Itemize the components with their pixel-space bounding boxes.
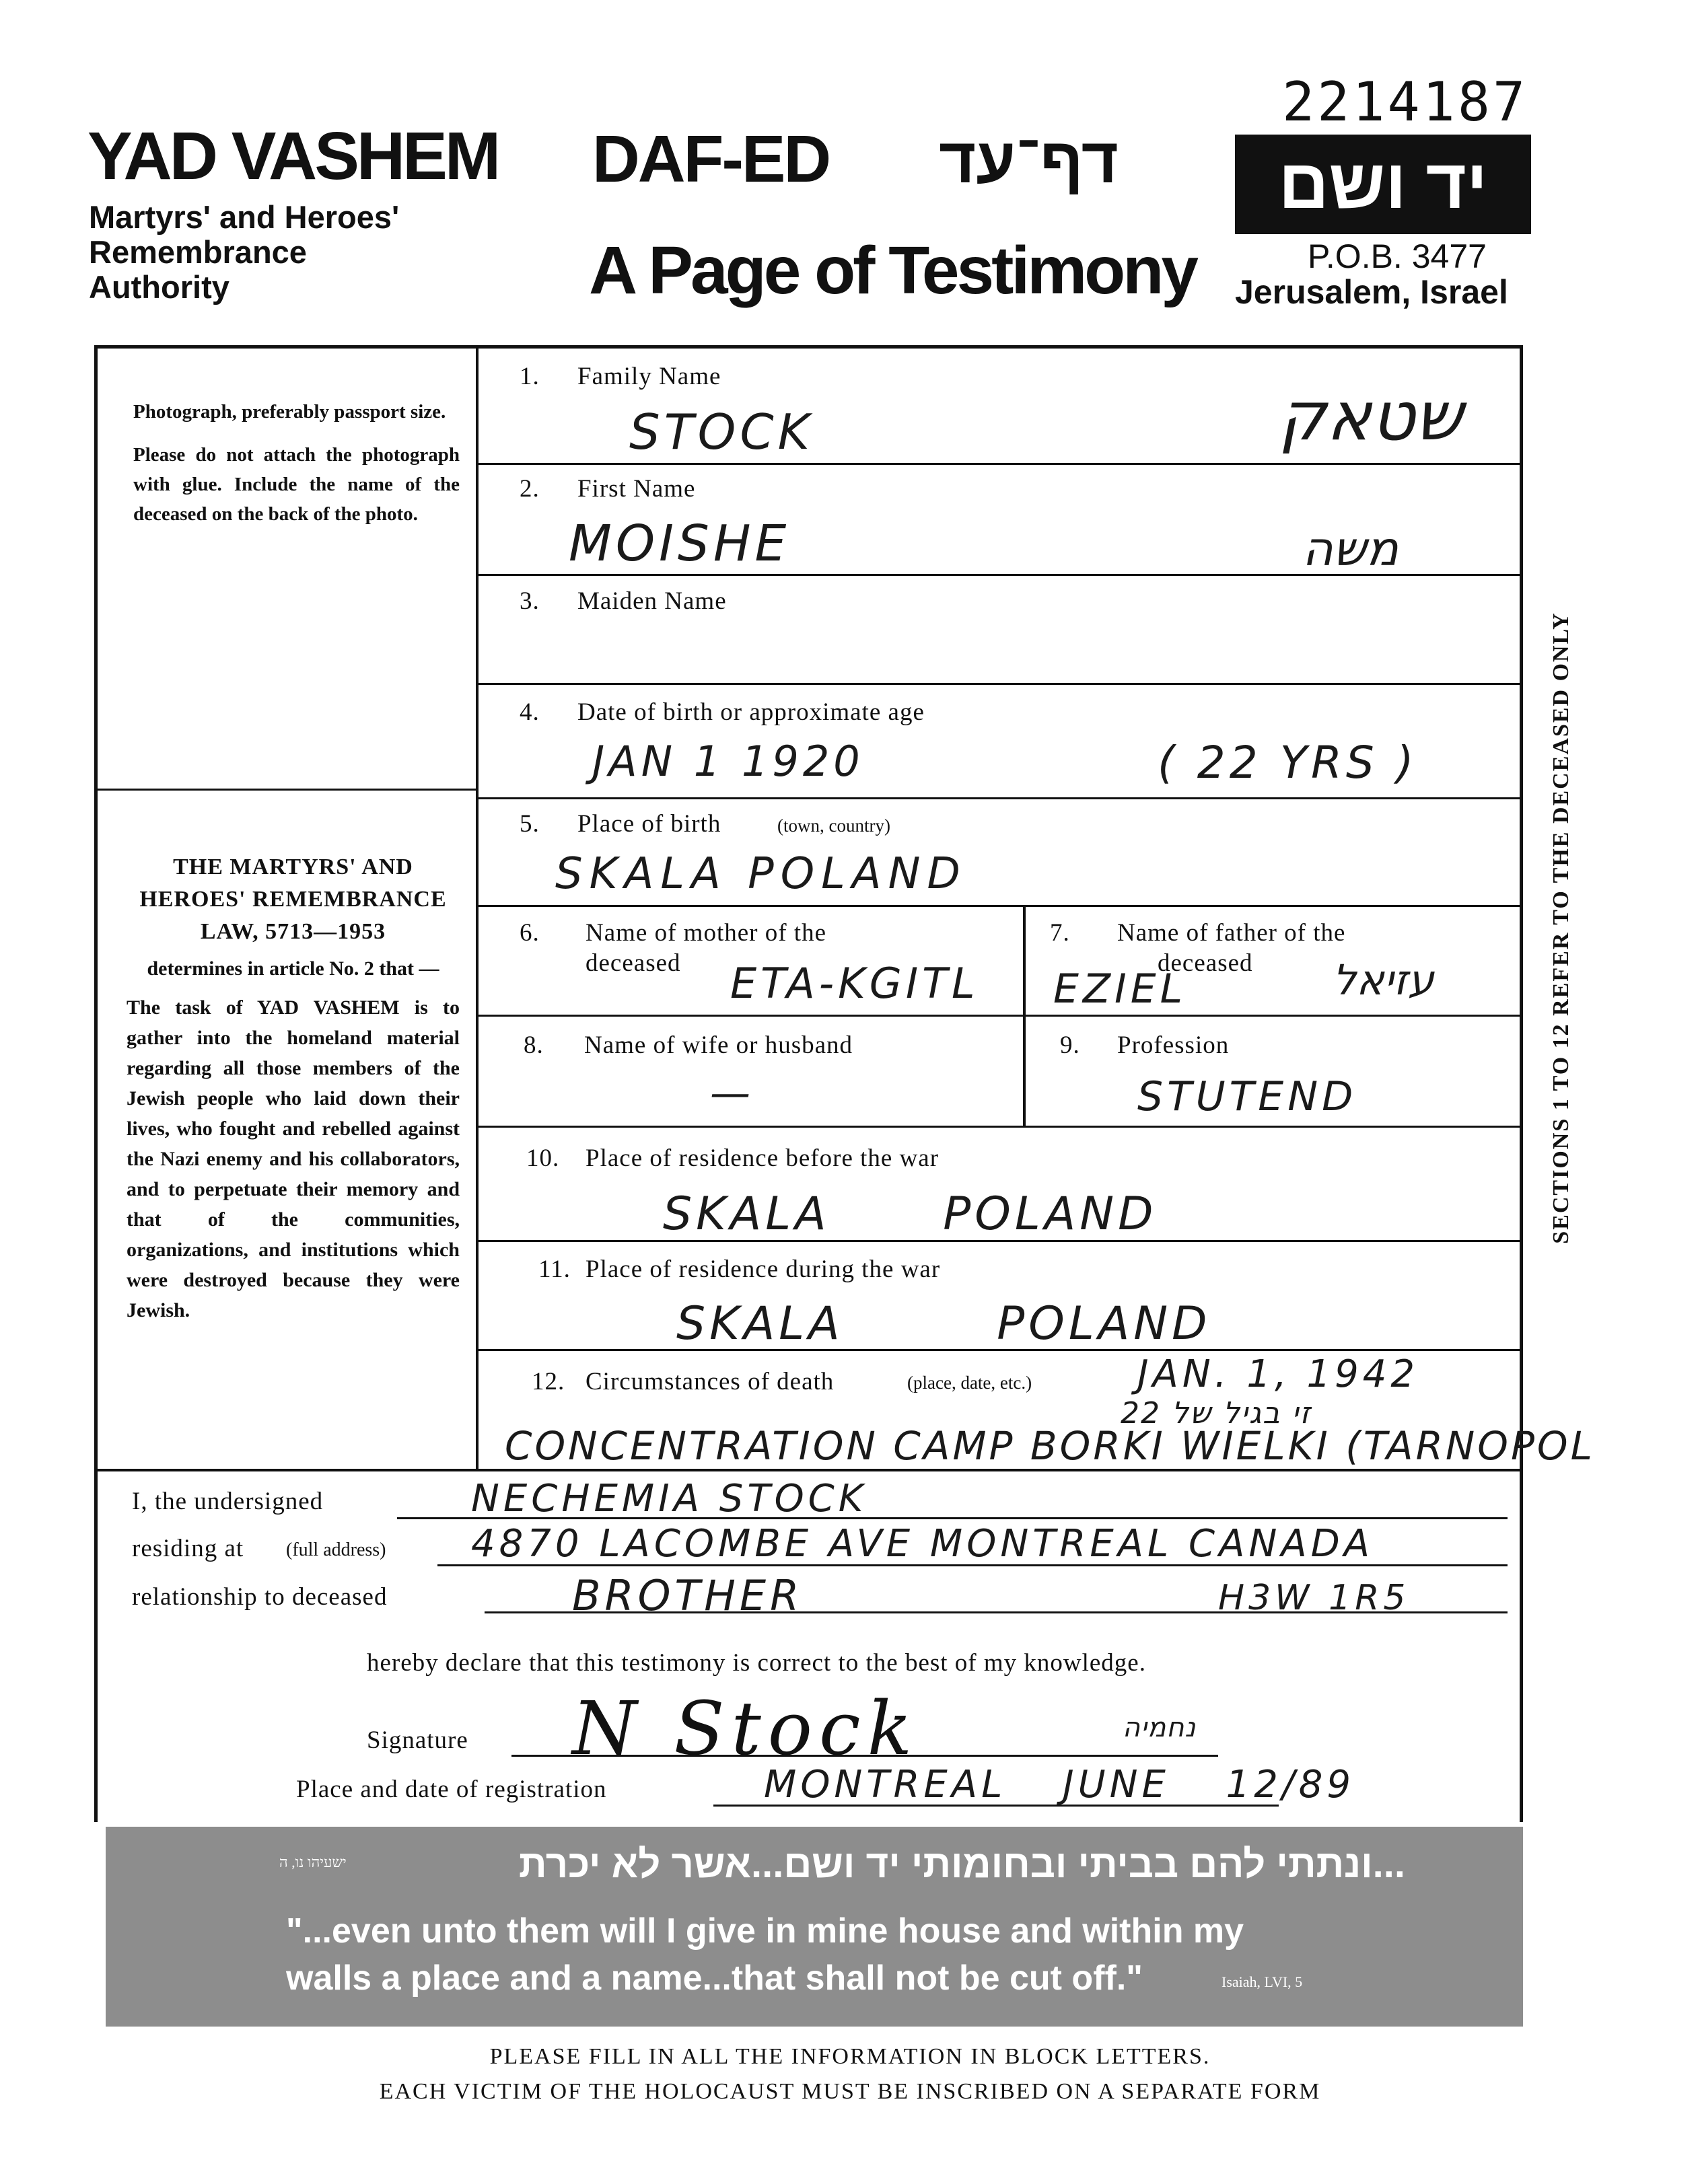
field12-label: Circumstances of death	[586, 1368, 835, 1395]
relationship-label: relationship to deceased	[132, 1583, 388, 1611]
page-title: A Page of Testimony	[589, 233, 1196, 308]
field11-number: 11.	[538, 1255, 571, 1283]
field1-line	[478, 463, 1520, 465]
logo-hebrew-text: יד ושם	[1278, 145, 1488, 223]
field4-age: ( 22 YRS )	[1158, 737, 1418, 789]
law-block	[127, 851, 460, 1325]
field10-label: Place of residence before the war	[586, 1144, 940, 1172]
field5-hint: (town, country)	[777, 815, 890, 836]
org-subtitle-3: Authority	[89, 269, 229, 305]
quote-line-2: walls a place and a name...that shall not be cut off."	[286, 1959, 1143, 1998]
side-note-container	[1541, 552, 1573, 1305]
residing-value: 4870 LACOMBE AVE MONTREAL CANADA	[471, 1522, 1374, 1566]
registration-label: Place and date of registration	[296, 1776, 607, 1803]
field3-line	[478, 683, 1520, 685]
field8-9-line	[478, 1126, 1520, 1128]
law-text: The task of YAD VASHEM is to gather into the homeland material regarding all those members of the Jewish people who laid down their lives, who fought and rebelled against the Nazi enemy and his collaborators, and to perpetuate their memory and that of the communities, organizations, and institutions which were destroyed because they were Jewish.	[127, 996, 460, 1321]
field7-label-2: deceased	[1158, 949, 1253, 977]
photo-instructions: Please do not attach the photograph with glue. Include the name of the deceased on the back of the photo.	[133, 444, 460, 525]
photo-title: Photograph, preferably passport size.	[133, 401, 446, 423]
field5-value: SKALA POLAND	[555, 849, 967, 899]
signature-hebrew: נחמיה	[1123, 1712, 1197, 1743]
quote-ref: Isaiah, LVI, 5	[1221, 1973, 1303, 1990]
field7-number: 7.	[1050, 919, 1070, 947]
field4-label: Date of birth or approximate age	[577, 698, 925, 726]
org-title: YAD VASHEM	[87, 118, 499, 194]
law-article: determines in article No. 2 that —	[147, 957, 439, 980]
field11-value: SKALA POLAND	[676, 1297, 1211, 1350]
field1-hebrew: שטאק	[1279, 377, 1463, 456]
field12-value: CONCENTRATION CAMP BORKI WIELKI (TARNOPOL	[505, 1423, 1595, 1469]
form-top-border	[94, 345, 1521, 349]
side-note: SECTIONS 1 TO 12 REFER TO THE DECEASED ONLY	[1549, 612, 1573, 1244]
field12-hint: (place, date, etc.)	[907, 1373, 1032, 1393]
field2-value: MOISHE	[569, 515, 791, 573]
field6-7-line	[478, 1015, 1520, 1017]
field12-date: JAN. 1, 1942	[1137, 1352, 1419, 1396]
residing-hint: (full address)	[286, 1539, 386, 1560]
daf-ed-title: DAF-ED	[592, 122, 830, 196]
field12-hebrew: זי בגיל של 22	[1121, 1396, 1312, 1430]
pob: P.O.B. 3477	[1308, 238, 1487, 275]
undersigned-label: I, the undersigned	[132, 1488, 324, 1515]
quote-line-1: "...even unto them will I give in mine house and within my	[286, 1912, 1244, 1951]
field4-value: JAN 1 1920	[592, 737, 864, 786]
field8-label: Name of wife or husband	[584, 1031, 853, 1059]
declaration-text: hereby declare that this testimony is correct to the best of my knowledge.	[367, 1649, 1146, 1677]
field5-line	[478, 905, 1520, 907]
declaration-divider	[94, 1469, 1521, 1471]
form-left-border	[94, 345, 98, 1822]
field5-number: 5.	[520, 810, 540, 838]
field6-value: ETA-KGITL	[730, 959, 979, 1008]
field1-value: STOCK	[629, 404, 814, 460]
quote-hebrew-ref: ישעיהו נו, ה	[279, 1854, 347, 1870]
quote-hebrew: ...ונתתי להם בביתי ובחומותי יד ושם...אשר לא יכרת	[518, 1842, 1405, 1886]
field6-label-1: Name of mother of the	[586, 919, 826, 947]
field3-number: 3.	[520, 587, 540, 615]
undersigned-value: NECHEMIA STOCK	[471, 1477, 867, 1521]
field9-value: STUTEND	[1137, 1073, 1357, 1120]
document-number: 2214187	[1282, 71, 1528, 133]
field9-label: Profession	[1117, 1031, 1230, 1059]
field8-value: —	[710, 1070, 754, 1117]
postal-code: H3W 1R5	[1218, 1578, 1410, 1618]
field10-value: SKALA POLAND	[663, 1188, 1158, 1241]
field1-label: Family Name	[577, 363, 721, 390]
footer-line-1: PLEASE FILL IN ALL THE INFORMATION IN BLOCK LETTERS.	[489, 2044, 1211, 2069]
yad-vashem-logo	[1235, 135, 1531, 234]
field7-hebrew: עזיאל	[1333, 955, 1434, 1005]
field1-number: 1.	[520, 363, 540, 390]
field6-number: 6.	[520, 919, 540, 947]
registration-value: MONTREAL JUNE 12/89	[764, 1763, 1355, 1807]
field12-number: 12.	[532, 1368, 565, 1395]
residing-label: residing at	[132, 1535, 244, 1562]
org-subtitle-1: Martyrs' and Heroes'	[89, 199, 400, 235]
field2-label: First Name	[577, 475, 696, 503]
city: Jerusalem, Israel	[1235, 273, 1508, 311]
footer-line-2: EACH VICTIM OF THE HOLOCAUST MUST BE INSCRIBED ON A SEPARATE FORM	[379, 2079, 1321, 2104]
field9-number: 9.	[1060, 1031, 1080, 1059]
signature-value: N Stock	[572, 1685, 919, 1772]
photo-instructions-block	[133, 397, 460, 529]
field2-hebrew: משה	[1302, 521, 1398, 577]
field7-label-1: Name of father of the	[1117, 919, 1346, 947]
field2-number: 2.	[520, 475, 540, 503]
quote-banner	[106, 1827, 1523, 2027]
photo-box-bottom	[94, 789, 478, 791]
field11-label: Place of residence during the war	[586, 1255, 941, 1283]
field3-label: Maiden Name	[577, 587, 727, 615]
field10-number: 10.	[526, 1144, 560, 1172]
field7-value: EZIEL	[1053, 966, 1187, 1013]
column-divider	[476, 345, 479, 1469]
field6-label-2: deceased	[586, 949, 681, 977]
signature-label: Signature	[367, 1726, 468, 1754]
daf-ed-hebrew: דף־עד	[939, 125, 1119, 196]
field4-line	[478, 797, 1520, 799]
law-title: THE MARTYRS' AND HEROES' REMEMBRANCE LAW, 5713—1953	[139, 854, 447, 944]
field4-number: 4.	[520, 698, 540, 726]
relationship-value: BROTHER	[572, 1571, 804, 1620]
org-subtitle-2: Remembrance	[89, 234, 307, 270]
form-right-border	[1520, 345, 1523, 1822]
field5-label: Place of birth	[577, 810, 721, 838]
field8-number: 8.	[524, 1031, 544, 1059]
